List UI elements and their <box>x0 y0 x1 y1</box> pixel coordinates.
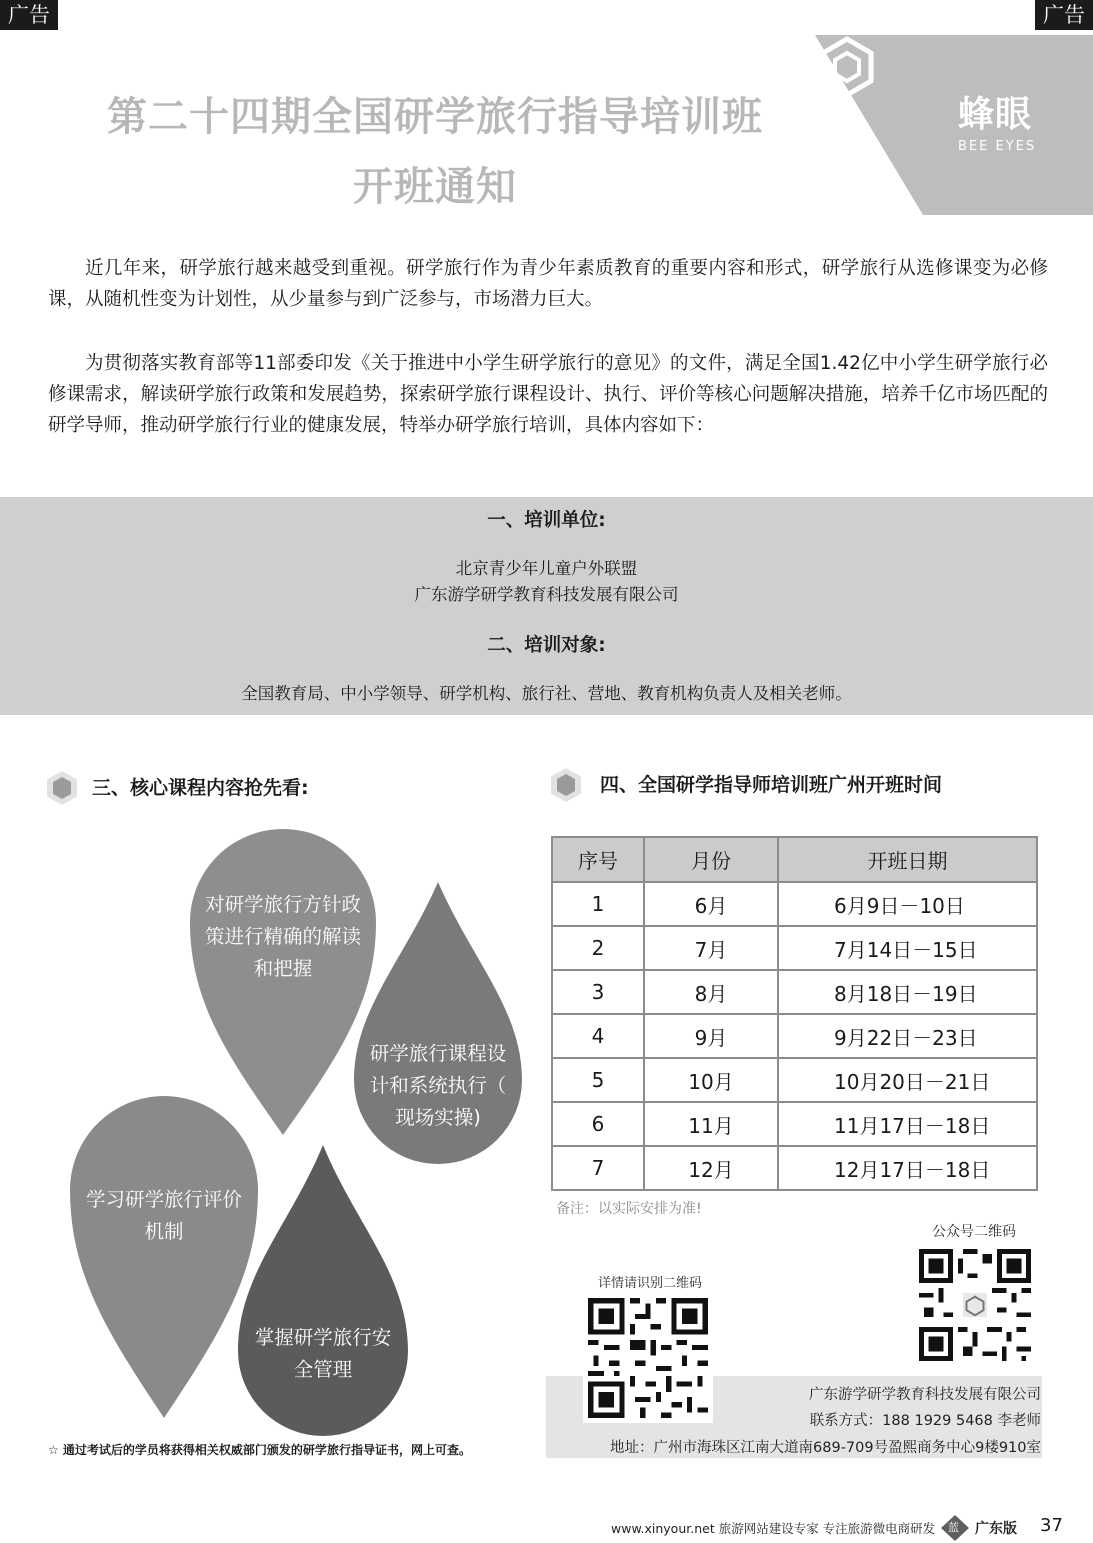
certificate-footnote: ☆ 通过考试后的学员将获得相关权威部门颁发的研学旅行指导证书，网上可查。 <box>48 1443 471 1457</box>
row-date: 7月14日－15日 <box>778 926 1037 970</box>
training-target-text: 全国教育局、中小学领导、研学机构、旅行社、营地、教育机构负责人及相关老师。 <box>241 684 852 703</box>
intro-paragraph-1: 近几年来，研学旅行越来越受到重视。研学旅行作为青少年素质教育的重要内容和形式，研学旅行从选修课变为必修课，从随机性变为计划性，从少量参与到广泛参与，市场潜力巨大。 <box>48 258 1048 310</box>
row-index: 1 <box>552 882 644 926</box>
row-index: 3 <box>552 970 644 1014</box>
core-courses-heading: 三、核心课程内容抢先看: <box>92 777 309 799</box>
schedule-heading: 四、全国研学指导师培训班广州开班时间 <box>600 774 943 796</box>
bee-eyes-logo-icon <box>815 35 879 99</box>
row-month: 6月 <box>644 882 778 926</box>
course-drop-3-label <box>68 1184 260 1248</box>
row-index: 5 <box>552 1058 644 1102</box>
qr-official-caption: 公众号二维码 <box>932 1224 1016 1240</box>
drop-4-shape <box>238 1145 408 1436</box>
official-account-qr-code[interactable] <box>914 1244 1036 1366</box>
schedule-header-row <box>552 837 1037 882</box>
course-1-line-1: 对研学旅行方针政 <box>204 893 361 916</box>
detail-qr-code[interactable] <box>583 1293 713 1423</box>
table-row <box>552 1058 1037 1102</box>
col-header-index: 序号 <box>552 837 644 882</box>
row-date: 9月22日－23日 <box>778 1014 1037 1058</box>
page-number: 37 <box>1040 1515 1063 1536</box>
table-row <box>552 1102 1037 1146</box>
training-unit-org-1: 北京青少年儿童户外联盟 <box>455 559 638 578</box>
page-title-line2: 开班通知 <box>353 164 517 210</box>
contact-company: 广东游学研学教育科技发展有限公司 <box>809 1387 1041 1403</box>
row-month: 9月 <box>644 1014 778 1058</box>
course-1-line-2: 策进行精确的解读 <box>204 925 361 948</box>
course-2-line-1: 研学旅行课程设 <box>369 1042 507 1065</box>
row-month: 8月 <box>644 970 778 1014</box>
course-4-line-2: 全管理 <box>293 1358 353 1381</box>
drop-3-shape <box>70 1096 258 1418</box>
course-3-line-2: 机制 <box>144 1220 184 1243</box>
row-date: 10月20日－21日 <box>778 1058 1037 1102</box>
table-row <box>552 1146 1037 1190</box>
training-target-heading: 二、培训对象: <box>487 635 606 656</box>
row-index: 7 <box>552 1146 644 1190</box>
row-date: 12月17日－18日 <box>778 1146 1037 1190</box>
footer-edition: 广东版 <box>975 1521 1017 1537</box>
row-month: 11月 <box>644 1102 778 1146</box>
row-month: 12月 <box>644 1146 778 1190</box>
qr-detail-caption: 详情请识别二维码 <box>598 1276 703 1291</box>
contact-phone: 联系方式：188 1929 5468 李老师 <box>809 1413 1041 1429</box>
row-date: 11月17日－18日 <box>778 1102 1037 1146</box>
section-4-hexagon-icon <box>550 767 582 803</box>
logo-chinese-name: 蜂眼 <box>958 94 1033 135</box>
contact-address: 地址：广州市海珠区江南大道南689-709号盈熙商务中心9楼910室 <box>610 1440 1041 1456</box>
row-index: 4 <box>552 1014 644 1058</box>
table-row <box>552 882 1037 926</box>
schedule-table <box>551 836 1038 1191</box>
table-row <box>552 970 1037 1014</box>
row-index: 2 <box>552 926 644 970</box>
training-unit-heading: 一、培训单位: <box>487 510 606 531</box>
course-drop-2-label <box>352 1038 524 1134</box>
course-4-line-1: 掌握研学旅行安 <box>254 1326 392 1349</box>
table-row <box>552 926 1037 970</box>
intro-paragraph-2: 为贯彻落实教育部等11部委印发《关于推进中小学生研学旅行的意见》的文件，满足全国1.42亿中小学生研学旅行必修课需求，解读研学旅行政策和发展趋势，探索研学旅行课程设计、执行、评价等核心问题解决措施，培养千亿市场匹配的研学导师，推动研学旅行行业的健康发展，特举办研学旅行培训，具体内容如下： <box>48 353 1048 436</box>
schedule-note: 备注：以实际安排为准! <box>556 1201 702 1217</box>
col-header-date: 开班日期 <box>778 837 1037 882</box>
course-3-line-1: 学习研学旅行评价 <box>85 1188 242 1211</box>
row-date: 6月9日－10日 <box>778 882 1037 926</box>
row-index: 6 <box>552 1102 644 1146</box>
course-1-line-3: 和把握 <box>253 957 313 980</box>
logo-english-name: BEE EYES <box>958 139 1037 154</box>
table-row <box>552 1014 1037 1058</box>
training-unit-org-2: 广东游学研学教育科技发展有限公司 <box>414 585 679 604</box>
ad-tag-right: 广告 <box>1035 0 1093 30</box>
course-drop-4 <box>236 1143 410 1439</box>
row-month: 10月 <box>644 1058 778 1102</box>
brand-logo-block <box>815 35 1093 215</box>
col-header-month: 月份 <box>644 837 778 882</box>
page-title-line1: 第二十四期全国研学旅行指导培训班 <box>107 94 763 140</box>
course-2-line-2: 计和系统执行（ <box>369 1074 507 1097</box>
course-drop-3 <box>68 1094 260 1420</box>
course-drop-1-label <box>188 889 378 985</box>
course-2-line-3: 现场实操) <box>395 1106 481 1129</box>
row-date: 8月18日－19日 <box>778 970 1037 1014</box>
section-3-hexagon-icon <box>46 770 78 806</box>
footer-badge-label: 蓝 <box>948 1521 959 1534</box>
footer-site-text: www.xinyour.net 旅游网站建设专家 专注旅游微电商研发 <box>611 1521 936 1536</box>
ad-tag-left: 广告 <box>0 0 58 30</box>
row-month: 7月 <box>644 926 778 970</box>
course-drop-4-label <box>236 1322 410 1386</box>
